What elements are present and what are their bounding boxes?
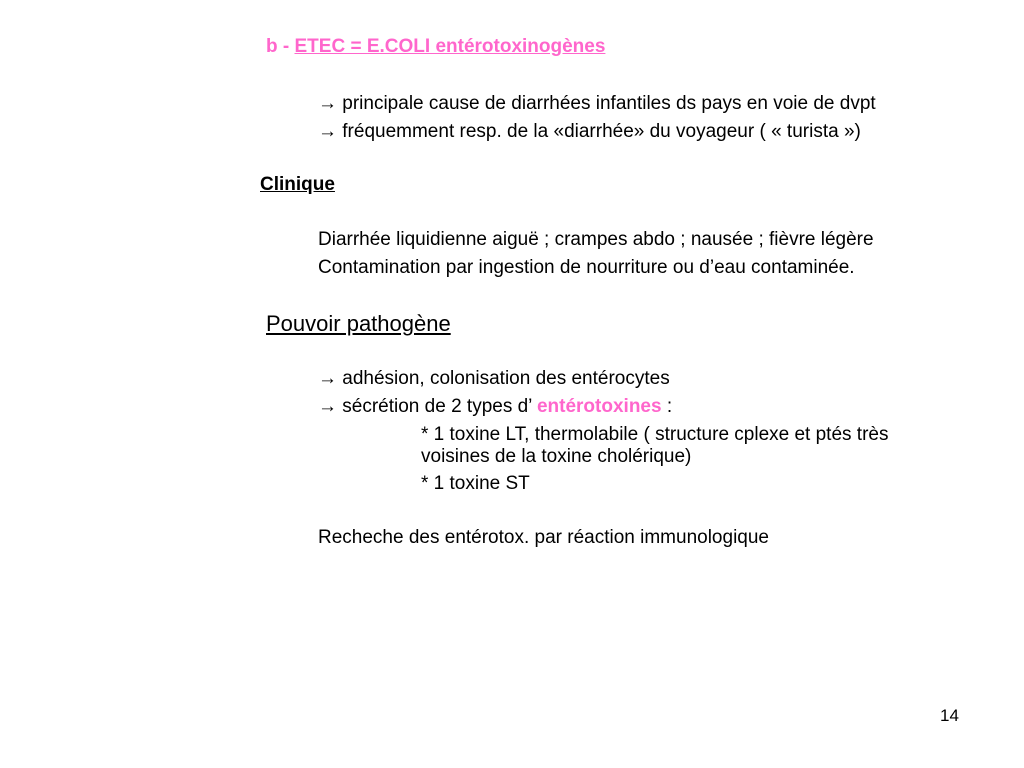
clinique-line-1: Diarrhée liquidienne aiguë ; crampes abdo ; nausée ; fièvre légère [318, 229, 874, 250]
slide-title [266, 36, 605, 58]
intro-line-1: → principale cause de diarrhées infantiles ds pays en voie de dvpt [318, 93, 876, 114]
clinique-heading: Clinique [260, 174, 335, 195]
pouvoir-heading: Pouvoir pathogène [266, 311, 451, 336]
pouvoir-line-2 [318, 396, 672, 418]
clinique-line-2: Contamination par ingestion de nourriture ou d’eau contaminée. [318, 257, 855, 278]
pouvoir-line-2-prefix: → sécrétion de 2 types d’ [318, 396, 537, 417]
intro-line-2: → fréquemment resp. de la «diarrhée» du voyageur ( « turista ») [318, 121, 861, 142]
enterotoxines-highlight: entérotoxines [536, 396, 662, 417]
toxin-lt-line-1: * 1 toxine LT, thermolabile ( structure cplexe et ptés très [421, 424, 889, 445]
pouvoir-line-2-suffix: : [661, 396, 673, 417]
page-number: 14 [940, 706, 959, 725]
toxin-st-line: * 1 toxine ST [421, 473, 530, 494]
toxin-lt-line-2: voisines de la toxine cholérique) [421, 446, 692, 467]
recherche-line: Recheche des entérotox. par réaction immunologique [318, 527, 769, 548]
title-prefix: b - [266, 36, 295, 57]
title-text: ETEC = E.COLI entérotoxinogènes [294, 36, 606, 57]
pouvoir-line-1: → adhésion, colonisation des entérocytes [318, 368, 670, 389]
